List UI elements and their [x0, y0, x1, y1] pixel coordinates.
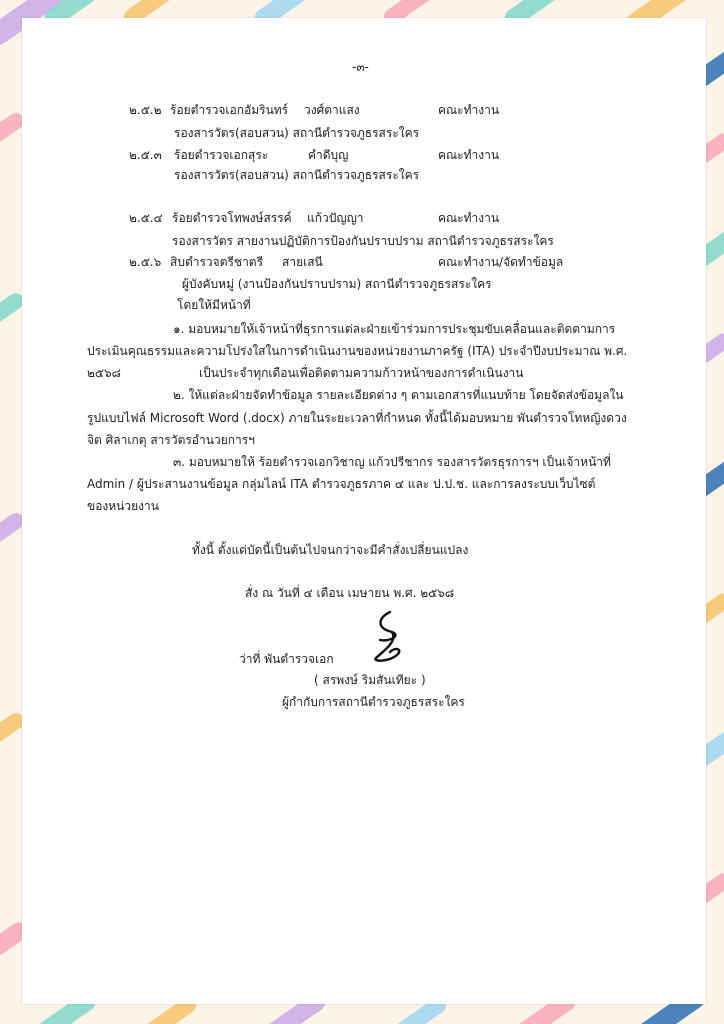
member-name: ร้อยตำรวจเอกสุระ	[174, 148, 269, 162]
duty-2-line-3: จิต ศิลาเกตุ สารวัตรอำนวยการฯ	[87, 433, 255, 447]
signer-rank: ว่าที่ พันตำรวจเอก	[239, 652, 334, 666]
duty-2-line-2: รูปแบบไฟล์ Microsoft Word (.docx) ภายในระยะเวลาที่กำหนด ทั้งนี้ได้มอบหมาย พันตำรวจโทหญิงดวง	[87, 411, 627, 425]
member-position: รองสารวัตร(สอบสวน) สถานีตำรวจภูธรสระใคร	[174, 168, 420, 182]
signer-name: ( สรพงษ์ ริมสันเทียะ )	[314, 673, 426, 687]
duty-2-line-1: ๒. ให้แต่ละฝ่ายจัดทำข้อมูล รายละเอียดต่าง ๆ ตามเอกสารที่แนบท้าย โดยจัดส่งข้อมูลใน	[173, 388, 624, 402]
duty-3-line-2: Admin / ผู้ประสานงานข้อมูล กลุ่มไลน์ ITA ตำรวจภูธรภาค ๔ และ ป.ป.ช. และการลงระบบเว็บไซต์	[87, 477, 596, 491]
duty-1-line-2: ประเมินคุณธรรมและความโปร่งใสในการดำเนินงานของหน่วยงานภาครัฐ (ITA) ประจำปีงบประมาณ พ.ศ.	[87, 344, 628, 358]
duty-1-line-3: เป็นประจำทุกเดือนเพื่อติดตามความก้าวหน้าของการดำเนินงาน	[199, 366, 524, 380]
signer-title: ผู้กำกับการสถานีตำรวจภูธรสระใคร	[282, 695, 465, 709]
member-number: ๒.๕.๓	[129, 148, 162, 162]
member-name: ร้อยตำรวจโทพงษ์สรรค์	[172, 211, 292, 225]
member-role: คณะทำงาน	[438, 148, 500, 162]
member-number: ๒.๕.๒	[129, 103, 162, 117]
member-position: ผู้บังคับหมู่ (งานป้องกันปราบปราม) สถานีตำรวจภูธรสระใคร	[182, 277, 492, 291]
member-role: คณะทำงาน	[438, 103, 500, 117]
member-role: คณะทำงาน/จัดทำข้อมูล	[438, 255, 564, 269]
member-role: คณะทำงาน	[438, 211, 500, 225]
member-name: สิบตำรวจตรีชาตรี	[170, 255, 264, 269]
member-surname: สายเสนี	[282, 255, 323, 269]
member-position: รองสารวัตร(สอบสวน) สถานีตำรวจภูธรสระใคร	[174, 126, 420, 140]
duties-intro: โดยให้มีหน้าที่	[177, 298, 251, 312]
member-position: รองสารวัตร สายงานปฏิบัติการป้องกันปราบปราม สถานีตำรวจภูธรสระใคร	[172, 234, 554, 248]
page-number: -๓-	[352, 60, 369, 74]
signature	[368, 608, 408, 666]
duty-3-line-3: ของหน่วยงาน	[87, 499, 159, 513]
duty-1-line-1: ๑. มอบหมายให้เจ้าหน้าที่ธุรการแต่ละฝ่ายเข้าร่วมการประชุมขับเคลื่อนและติดตามการ	[173, 322, 616, 336]
duty-3-line-1: ๓. มอบหมายให้ ร้อยตำรวจเอกวิชาญ แก้วปรีชากร รองสารวัตรธุรการฯ เป็นเจ้าหน้าที่	[173, 455, 611, 469]
member-number: ๒.๕.๖	[129, 255, 162, 269]
order-date: สั่ง ณ วันที่ ๔ เดือน เมษายน พ.ศ. ๒๕๖๘	[245, 586, 455, 600]
effective-statement: ทั้งนี้ ตั้งแต่บัดนี้เป็นต้นไปจนกว่าจะมีคำสั่งเปลี่ยนแปลง	[192, 543, 469, 557]
member-surname: วงศ์ตาแสง	[304, 103, 360, 117]
member-number: ๒.๕.๔	[129, 211, 163, 225]
member-name: ร้อยตำรวจเอกอัมรินทร์	[170, 103, 289, 117]
duty-1-year: ๒๕๖๘	[87, 366, 121, 380]
member-surname: แก้วปัญญา	[307, 211, 364, 225]
member-surname: คำดีบุญ	[308, 148, 349, 162]
